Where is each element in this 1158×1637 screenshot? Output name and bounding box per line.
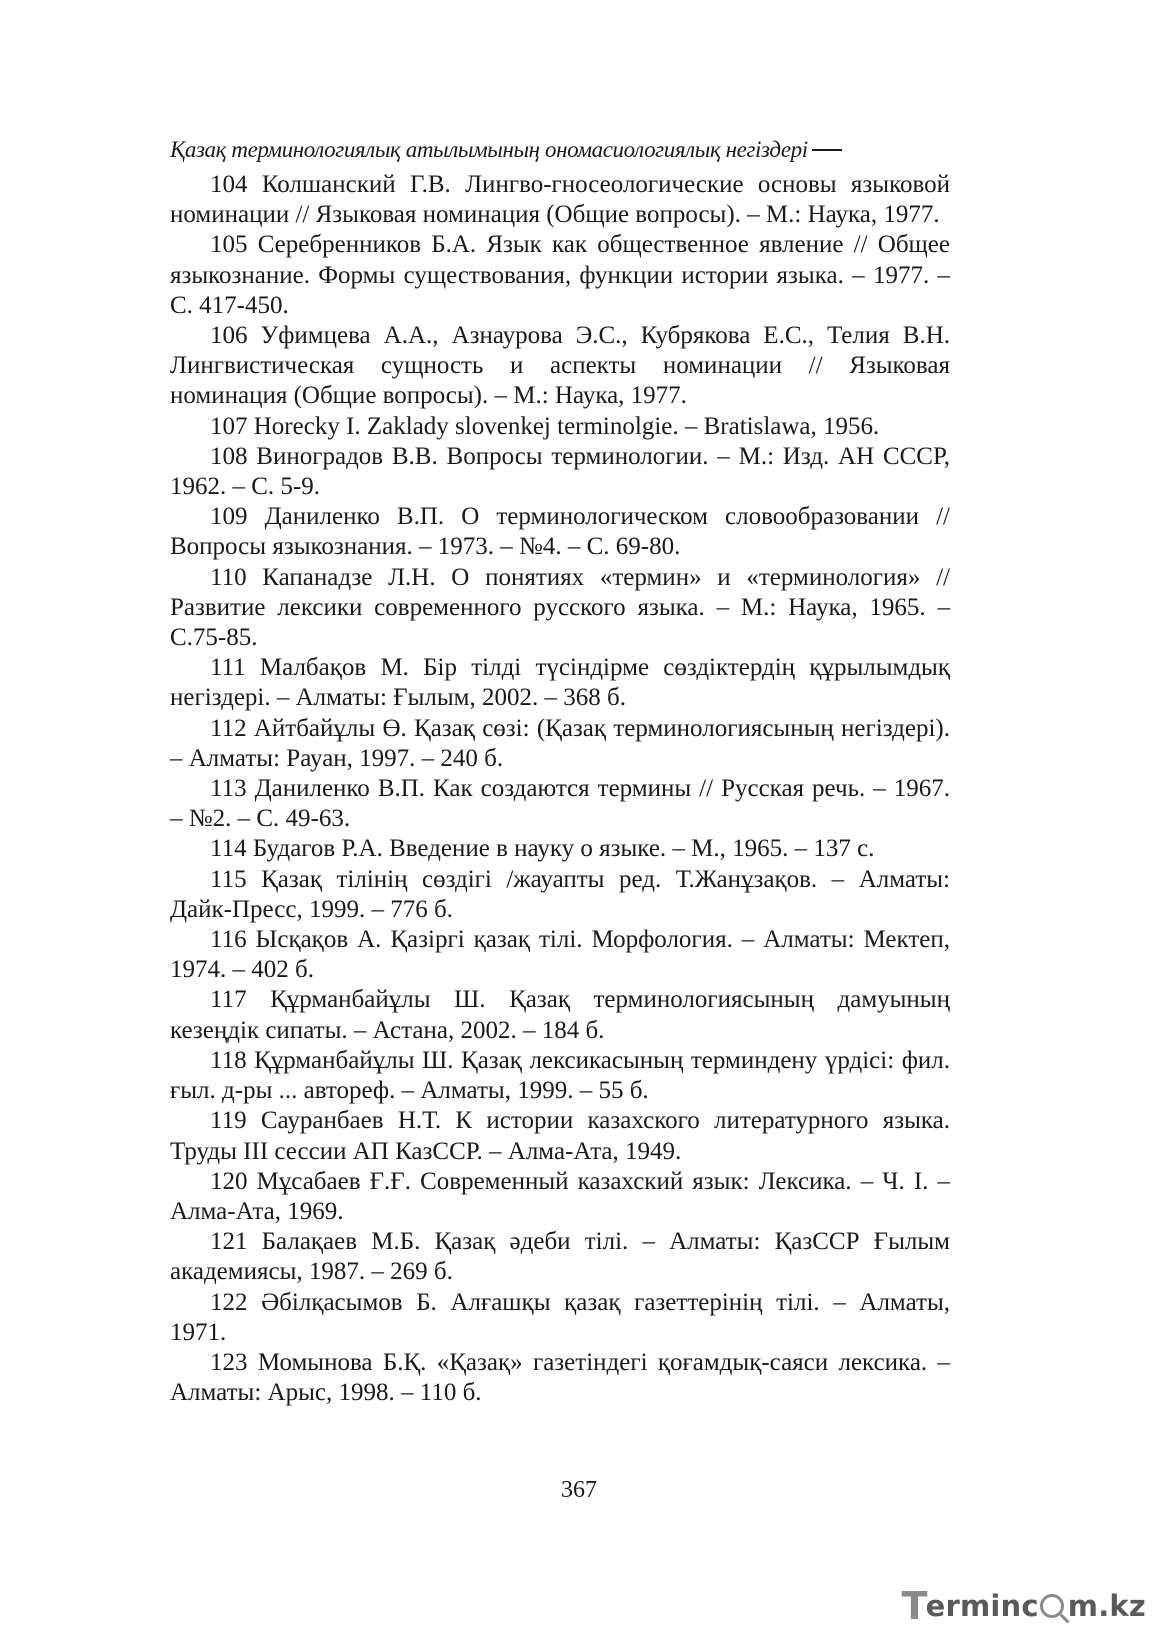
watermark-text-b: m.kz [1067,1589,1146,1623]
reference-109: 109 Даниленко В.П. О терминологическом словообразовании // Вопросы языкознания. – 1973. – №4. – С. 69-80. [170,503,950,561]
reference-118: 118 Құрманбайұлы Ш. Қазақ лексикасының терминдену үрдісі: фил. ғыл. д-ры ... автореф. – Алматы, 1999. – 55 б. [170,1046,950,1105]
watermark-letter-t: T [901,1584,928,1628]
reference-104: 104 Колшанский Г.В. Лингво-гносеологические основы языковой номинации // Языковая номинация (Общие вопросы). – М.: Наука, 1977. [170,171,950,229]
reference-108: 108 Виноградов В.В. Вопросы терминологии. – М.: Изд. АН СССР, 1962. – С. 5-9. [170,442,950,501]
reference-120: 120 Мұсабаев Ғ.Ғ. Современный казахский язык: Лексика. – Ч. I. – Алма-Ата, 1969. [170,1167,950,1225]
reference-123: 123 Момынова Б.Қ. «Қазақ» газетіндегі қоғамдық-саяси лексика. – Алматы: Арыс, 1998. – 110 б. [170,1348,950,1407]
reference-122: 122 Әбілқасымов Б. Алғашқы қазақ газеттерінің тілі. – Алматы, 1971. [170,1288,950,1346]
reference-121: 121 Балақаев М.Б. Қазақ әдеби тілі. – Алматы: ҚазССР Ғылым академиясы, 1987. – 269 б. [170,1228,950,1286]
running-header [170,130,950,170]
reference-106: 106 Уфимцева А.А., Азнаурова Э.С., Кубрякова Е.С., Телия В.Н. Лингвистическая сущность и аспекты номинации // Языковая номинация (Общие вопросы). – М.: Наука, 1977. [170,322,950,410]
reference-116: 116 Ысқақов А. Қазіргі қазақ тілі. Морфология. – Алматы: Мектеп, 1974. – 402 б. [170,926,950,984]
reference-list [170,170,950,1408]
reference-119: 119 Сауранбаев Н.Т. К истории казахского литературного языка. Труды III сессии АП КазССР. – Алма-Ата, 1949. [170,1107,950,1165]
reference-115: 115 Қазақ тілінің сөздігі /жауапты ред. Т.Жанұзақов. – Алматы: Дайк-Пресс, 1999. – 776 б. [170,865,950,923]
site-watermark [902,1586,1147,1626]
document-page [170,130,950,1408]
reference-114: 114 Будагов Р.А. Введение в науку о языке. – М., 1965. – 137 с. [210,835,875,863]
reference-111: 111 Малбақов М. Бір тілді түсіндірме сөздіктердің құрылымдық негіздері. – Алматы: Ғылым, 2002. – 368 б. [170,654,950,712]
header-dash [812,149,842,151]
reference-110: 110 Капанадзе Л.Н. О понятиях «термин» и «терминология» // Развитие лексики современного русского языка. – М.: Наука, 1965. – С.75-85. [170,563,950,652]
running-title: Қазақ терминологиялық атылымының ономасиологиялық негіздері [170,137,808,162]
reference-117: 117 Құрманбайұлы Ш. Қазақ терминологиясының дамуының кезеңдік сипаты. – Астана, 2002. – 184 б. [170,986,950,1044]
reference-107: 107 Horecky I. Zaklady slovenkej terminolgie. – Bratislawa, 1956. [210,412,880,440]
reference-112: 112 Айтбайұлы Ө. Қазақ сөзі: (Қазақ терминологиясының негіздері). – Алматы: Рауан, 1997. – 240 б. [170,714,950,772]
magnifier-icon [1040,1594,1064,1618]
page-number: 367 [561,1477,597,1503]
reference-113: 113 Даниленко В.П. Как создаются термины // Русская речь. – 1967. – №2. – С. 49-63. [170,775,950,833]
reference-105: 105 Серебренников Б.А. Язык как общественное явление // Общее языкознание. Формы существования, функции истории языка. – 1977. – С. 417-450. [170,231,950,319]
watermark-text-a: erminc [925,1589,1039,1623]
